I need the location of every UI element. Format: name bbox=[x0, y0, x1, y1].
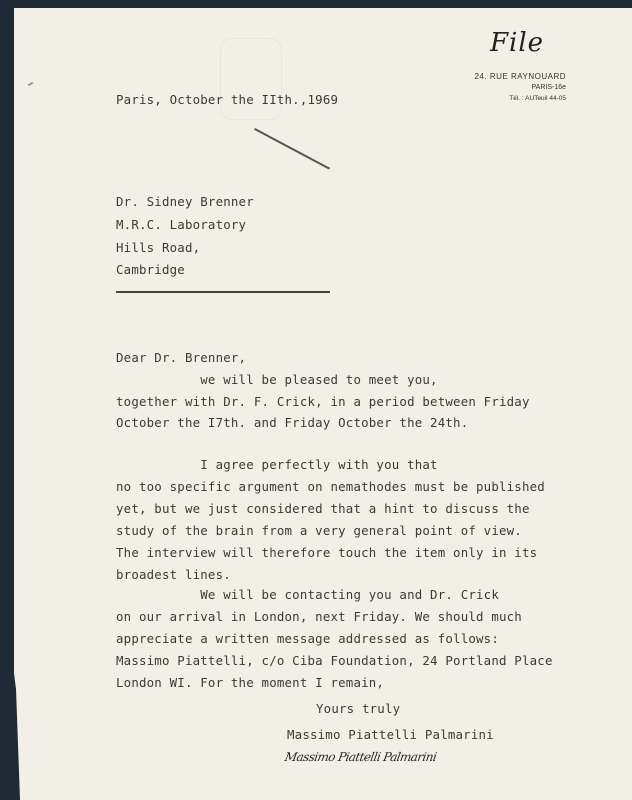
body-line: we will be pleased to meet you, bbox=[116, 372, 438, 387]
typed-name: Massimo Piattelli Palmarini bbox=[287, 727, 494, 742]
body-line: together with Dr. F. Crick, in a period between Friday bbox=[116, 394, 530, 409]
separator-rule bbox=[116, 291, 330, 293]
recipient-line: M.R.C. Laboratory bbox=[116, 217, 247, 232]
letterhead bbox=[446, 72, 566, 102]
date-line: Paris, October the IIth.,1969 bbox=[116, 92, 339, 107]
body-line: London WI. For the moment I remain, bbox=[116, 675, 385, 690]
letterhead-city: PARIS-16e bbox=[531, 84, 566, 91]
body-line: We will be contacting you and Dr. Crick bbox=[116, 587, 499, 602]
handwritten-signature: Massimo Piattelli Palmarini bbox=[283, 750, 438, 764]
body-line: I agree perfectly with you that bbox=[116, 457, 438, 472]
letterhead-phone: Tél. : AUTeuil 44-05 bbox=[509, 95, 566, 102]
recipient-line: Hills Road, bbox=[116, 240, 201, 255]
recipient-line: Cambridge bbox=[116, 262, 185, 277]
body-line: October the I7th. and Friday October the 24th. bbox=[116, 415, 469, 430]
recipient-line: Dr. Sidney Brenner bbox=[116, 194, 254, 209]
body-line: Massimo Piattelli, c/o Ciba Foundation, 24 Portland Place bbox=[116, 653, 553, 668]
body-line: no too specific argument on nemathodes must be published bbox=[116, 479, 545, 494]
watermark bbox=[220, 38, 282, 120]
body-line: appreciate a written message addressed as follows: bbox=[116, 631, 499, 646]
closing: Yours truly bbox=[316, 701, 401, 716]
salutation: Dear Dr. Brenner, bbox=[116, 350, 247, 365]
body-line: yet, but we just considered that a hint to discuss the bbox=[116, 501, 530, 516]
handwritten-file-note: File bbox=[490, 28, 545, 58]
body-line: study of the brain from a very general point of view. bbox=[116, 523, 522, 538]
letterhead-address: 24. RUE RAYNOUARD bbox=[474, 72, 566, 81]
body-line: on our arrival in London, next Friday. We should much bbox=[116, 609, 522, 624]
body-line: The interview will therefore touch the item only in its bbox=[116, 545, 538, 560]
body-line: broadest lines. bbox=[116, 567, 231, 582]
